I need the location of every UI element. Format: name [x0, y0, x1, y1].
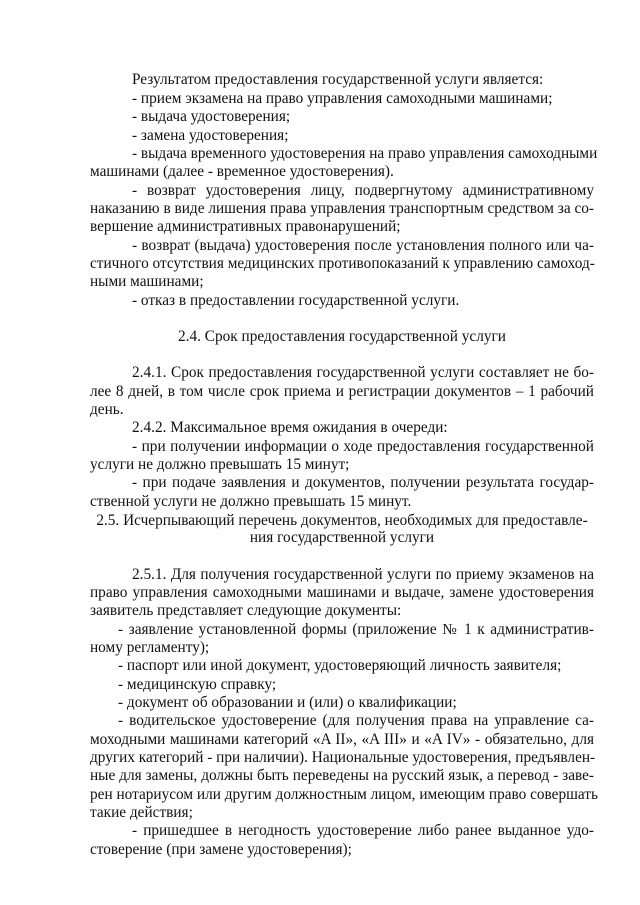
section-heading-2-5-line1: 2.5. Исчерпывающий перечень документов, необходимых для предоставле- [96, 512, 588, 529]
doc-item-license-line4: ные для замены, должны быть переведены на русский язык, а перевод - заве- [90, 767, 594, 784]
doc-item-application-line2: ному регламенту); [90, 639, 210, 656]
list-item-medical-return-line2: стичного отсутствия медицинских противопоказаний к управлению самоход- [90, 255, 595, 272]
list-item-return-line2: наказанию в виде лишения права управления транспортным средством за со- [90, 200, 594, 217]
para-2-4-1-line3: день. [90, 401, 124, 418]
doc-item-damaged-license-line2: стоверение (при замене удостоверения); [90, 841, 352, 858]
para-2-4-2-item2-line1: - при подаче заявления и документов, получении результата государ- [132, 474, 594, 491]
list-item-refusal: - отказ в предоставлении государственной услуги. [132, 292, 460, 309]
doc-item-education: - документ об образовании и (или) о квалификации; [118, 694, 457, 711]
doc-item-license-line3: других категорий - при наличии). Национальные удостоверения, предъявлен- [90, 749, 596, 766]
list-item-medical-return-line1: - возврат (выдача) удостоверения после установления полного или ча- [132, 237, 594, 254]
doc-item-license-line2: моходными машинами категорий «A II», «A III» и «A IV» - обязательно, для [90, 731, 594, 748]
doc-item-medical: - медицинскую справку; [118, 676, 277, 693]
para-2-4-1-line2: лее 8 дней, в том числе срок приема и регистрации документов – 1 рабочий [90, 383, 594, 400]
doc-item-application-line1: - заявление установленной формы (приложение № 1 к административ- [118, 621, 594, 638]
para-2-4-2-item1-line1: - при получении информации о ходе предоставления государственной [132, 438, 594, 455]
para-2-4-2: 2.4.2. Максимальное время ожидания в очереди: [132, 419, 448, 436]
para-2-5-1-line3: заявитель представляет следующие документы: [90, 602, 402, 619]
intro-line: Результатом предоставления государственной услуги является: [132, 71, 544, 88]
list-item-medical-return-line3: ными машинами; [90, 273, 204, 290]
list-item-return-line3: вершение административных правонарушений; [90, 218, 401, 235]
para-2-5-1-line1: 2.5.1. Для получения государственной услуги по приему экзаменов на [132, 566, 594, 583]
list-item-replace: - замена удостоверения; [132, 127, 289, 144]
doc-item-damaged-license-line1: - пришедшее в негодность удостоверение либо ранее выданное удо- [132, 822, 594, 839]
section-heading-2-5-line2: ния государственной услуги [249, 529, 435, 546]
doc-item-license-line1: - водительское удостоверение (для получения права на управление са- [118, 712, 594, 729]
doc-item-passport: - паспорт или иной документ, удостоверяющий личность заявителя; [118, 657, 562, 674]
para-2-4-2-item1-line2: услуги не должно превышать 15 минут; [90, 456, 350, 473]
list-item-exam: - прием экзамена на право управления самоходными машинами; [132, 90, 553, 107]
list-item-temporary-line2: машинами (далее - временное удостоверения). [90, 163, 394, 180]
para-2-4-1-line1: 2.4.1. Срок предоставления государственной услуги составляет не бо- [132, 364, 594, 381]
list-item-temporary-line1: - выдача временного удостоверения на право управления самоходными [132, 145, 598, 162]
para-2-4-2-item2-line2: ственной услуги не должно превышать 15 минут. [90, 493, 412, 510]
list-item-issue: - выдача удостоверения; [132, 108, 291, 125]
doc-item-license-line6: такие действия; [90, 804, 193, 821]
para-2-5-1-line2: право управления самоходными машинами и выдаче, замене удостоверения [90, 584, 594, 601]
list-item-return-line1: - возврат удостоверения лицу, подвергнутому административному [132, 182, 594, 199]
doc-item-license-line5: рен нотариусом или другим должностным лицом, имеющим право совершать [90, 786, 598, 803]
section-heading-2-4: 2.4. Срок предоставления государственной услуги [178, 328, 506, 345]
